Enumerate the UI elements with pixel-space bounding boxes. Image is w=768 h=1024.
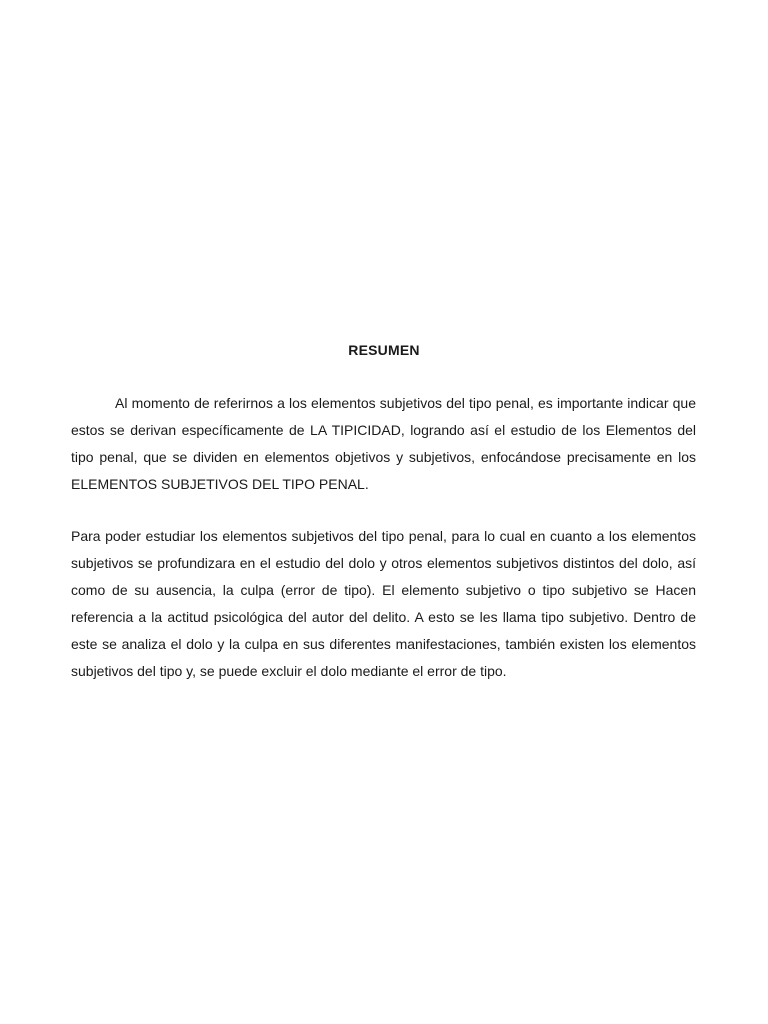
paragraph-1: Al momento de referirnos a los elementos subjetivos del tipo penal, es importante indicar que estos se derivan específicamente de LA TIPICIDAD, logrando así el estudio de los Elementos del tipo penal, que se dividen en elementos objetivos y subjetivos, enfocándose precisamente en los ELEMENTOS SUBJETIVOS DEL TIPO PENAL. [71,395,696,492]
page-title: RESUMEN [348,342,420,358]
paragraph-2: Para poder estudiar los elementos subjetivos del tipo penal, para lo cual en cuanto a los elementos subjetivos se profundizara en el estudio del dolo y otros elementos subjetivos distintos del dolo, así como de su ausencia, la culpa (error de tipo). El elemento subjetivo o tipo subjetivo se Hacen referencia a la actitud psicológica del autor del delito. A esto se les llama tipo subjetivo. Dentro de este se analiza el dolo y la culpa en sus diferentes manifestaciones, también existen los elementos subjetivos del tipo y, se puede excluir el dolo mediante el error de tipo. [71,528,696,679]
